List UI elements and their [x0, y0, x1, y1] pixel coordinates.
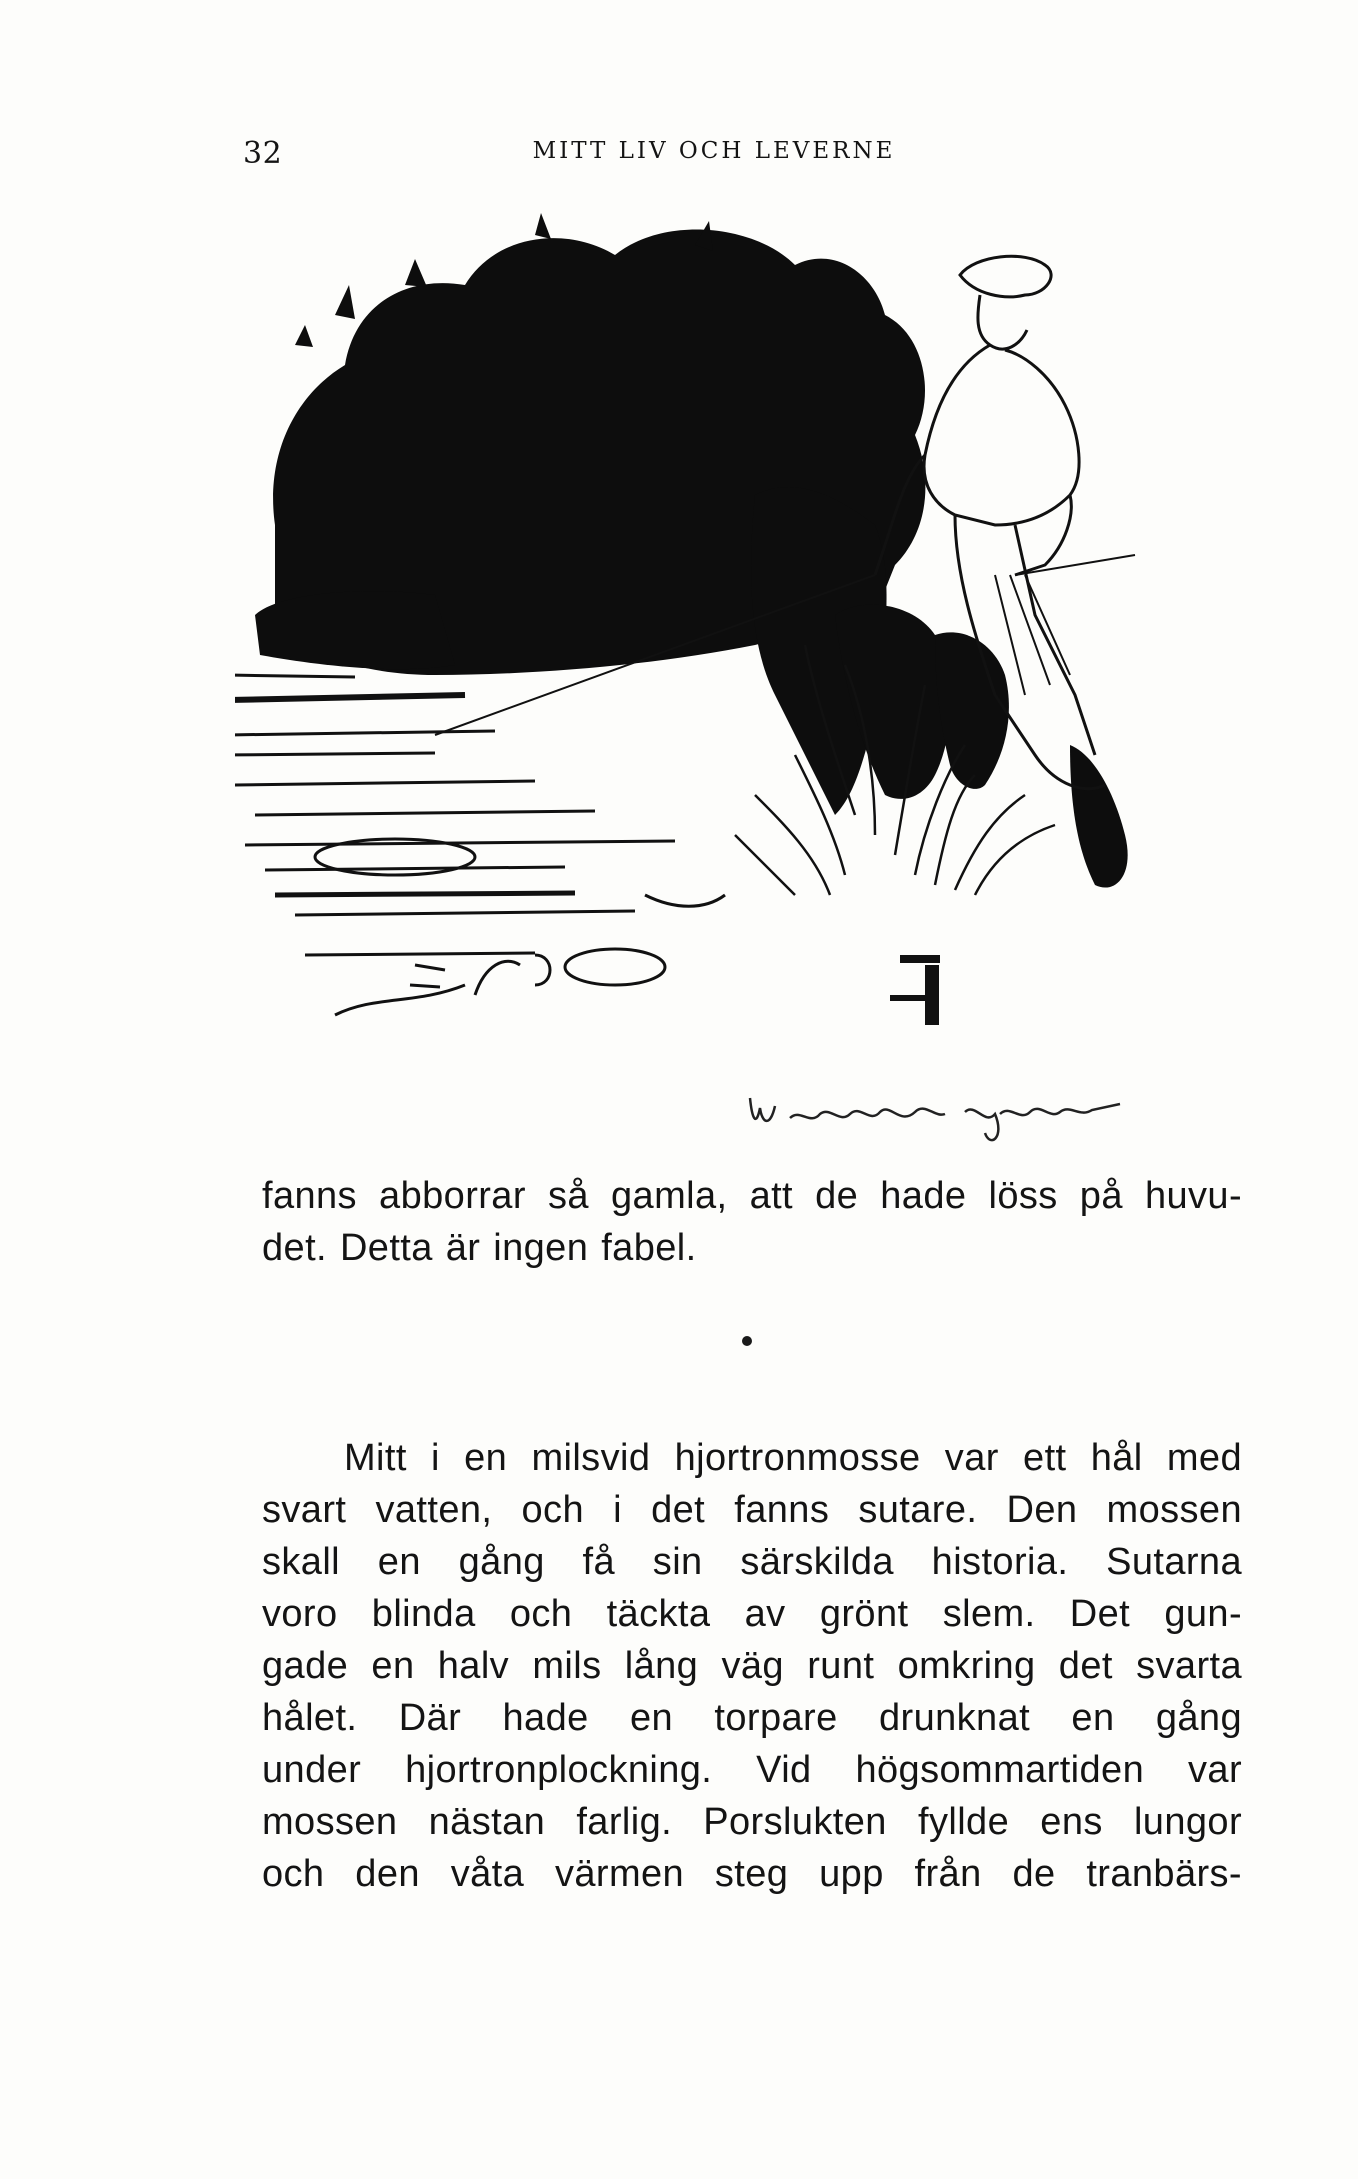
text-line: gade en halv mils lång väg runt omkring det svarta — [262, 1645, 1242, 1687]
text-line: voro blinda och täckta av grönt slem. Det gun- — [262, 1593, 1242, 1635]
handwritten-caption-svg — [0, 1078, 1358, 1148]
text-line — [262, 1432, 1242, 1484]
text-line-content: Mitt i en milsvid hjortronmosse var ett hål med — [344, 1437, 1242, 1479]
dark-stake — [890, 955, 940, 1025]
paragraph-1 — [262, 1170, 1242, 1274]
dark-foliage — [255, 213, 1128, 888]
text-line: mossen nästan farlig. Porslukten fyllde ens lungor — [262, 1801, 1242, 1843]
page-number: 32 — [243, 136, 283, 171]
lily-pads — [315, 839, 665, 995]
text-line: under hjortronplockning. Vid högsommartiden var — [262, 1749, 1242, 1791]
text-line: hålet. Där hade en torpare drunknat en gång — [262, 1697, 1242, 1739]
text-line: det. Detta är ingen fabel. — [262, 1227, 697, 1269]
text-line: och den våta värmen steg upp från de tranbärs- — [262, 1853, 1242, 1895]
text-line: svart vatten, och i det fanns sutare. Den mossen — [262, 1489, 1242, 1531]
caption-text — [745, 1078, 1142, 1129]
paragraph-2 — [262, 1432, 1242, 1900]
fishing-illustration — [235, 195, 1255, 1155]
running-title: MITT LIV OCH LEVERNE — [532, 138, 896, 164]
water-ripples — [235, 675, 725, 1015]
illustration-caption — [0, 1078, 1358, 1148]
text-line: fanns abborrar så gamla, att de hade löss på huvu- — [262, 1175, 1242, 1217]
section-separator — [742, 1336, 752, 1346]
text-line: skall en gång få sin särskilda historia. Sutarna — [262, 1541, 1242, 1583]
